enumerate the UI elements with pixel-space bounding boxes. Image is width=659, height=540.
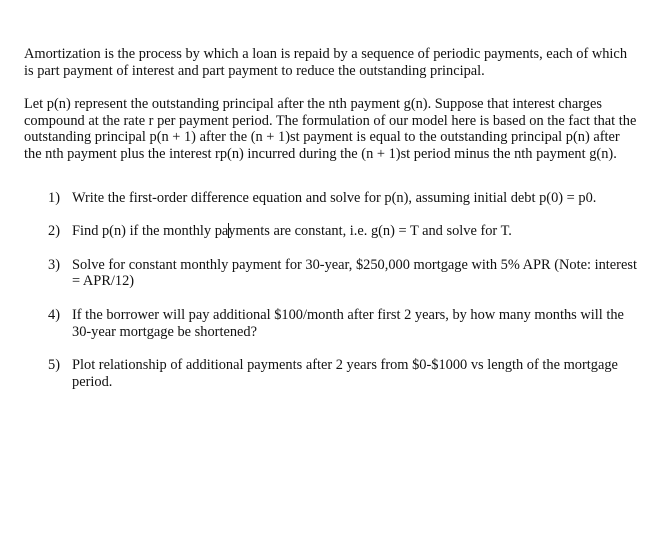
document-page — [24, 46, 640, 407]
question-text: If the borrower will pay additional $100/month after first 2 years, by how many months will the 30-year mortgage be shortened? — [72, 306, 624, 340]
question-text: Solve for constant monthly payment for 30-year, $250,000 mortgage with 5% APR (Note: interest = APR/12) — [72, 256, 637, 290]
question-item-1 — [24, 190, 640, 207]
question-number: 2) — [48, 223, 60, 240]
question-item-5 — [24, 357, 640, 390]
question-item-3 — [24, 257, 640, 290]
question-text: Write the first-order difference equation and solve for p(n), assuming initial debt p(0) = p0. — [72, 189, 597, 206]
intro-paragraph-amortization: Amortization is the process by which a loan is repaid by a sequence of periodic payments, each of which is part payment of interest and part payment to reduce the outstanding principal. — [24, 46, 628, 79]
question-text — [72, 223, 640, 240]
question-item-4 — [24, 307, 640, 340]
intro-paragraph-model: Let p(n) represent the outstanding principal after the nth payment g(n). Suppose that interest charges compound at the rate r per payment period. The formulation of our model here is based on the fact that the outstanding principal p(n + 1) after the (n + 1)st payment is equal to the outstanding principal p(n) after the nth payment plus the interest rp(n) incurred during the (n + 1)st period minus the nth payment g(n). — [24, 96, 637, 162]
question-number: 4) — [48, 306, 60, 323]
question-text-part: Find p(n) if the monthly pa — [72, 223, 229, 240]
question-item-2 — [24, 223, 640, 240]
question-text: Plot relationship of additional payments after 2 years from $0-$1000 vs length of the mortgage period. — [72, 357, 618, 390]
question-number: 1) — [48, 189, 60, 206]
question-number: 3) — [48, 256, 60, 273]
question-number: 5) — [48, 357, 60, 374]
question-text-part: yments are constant, i.e. g(n) = T and solve for T. — [228, 223, 512, 240]
question-list — [24, 190, 640, 391]
